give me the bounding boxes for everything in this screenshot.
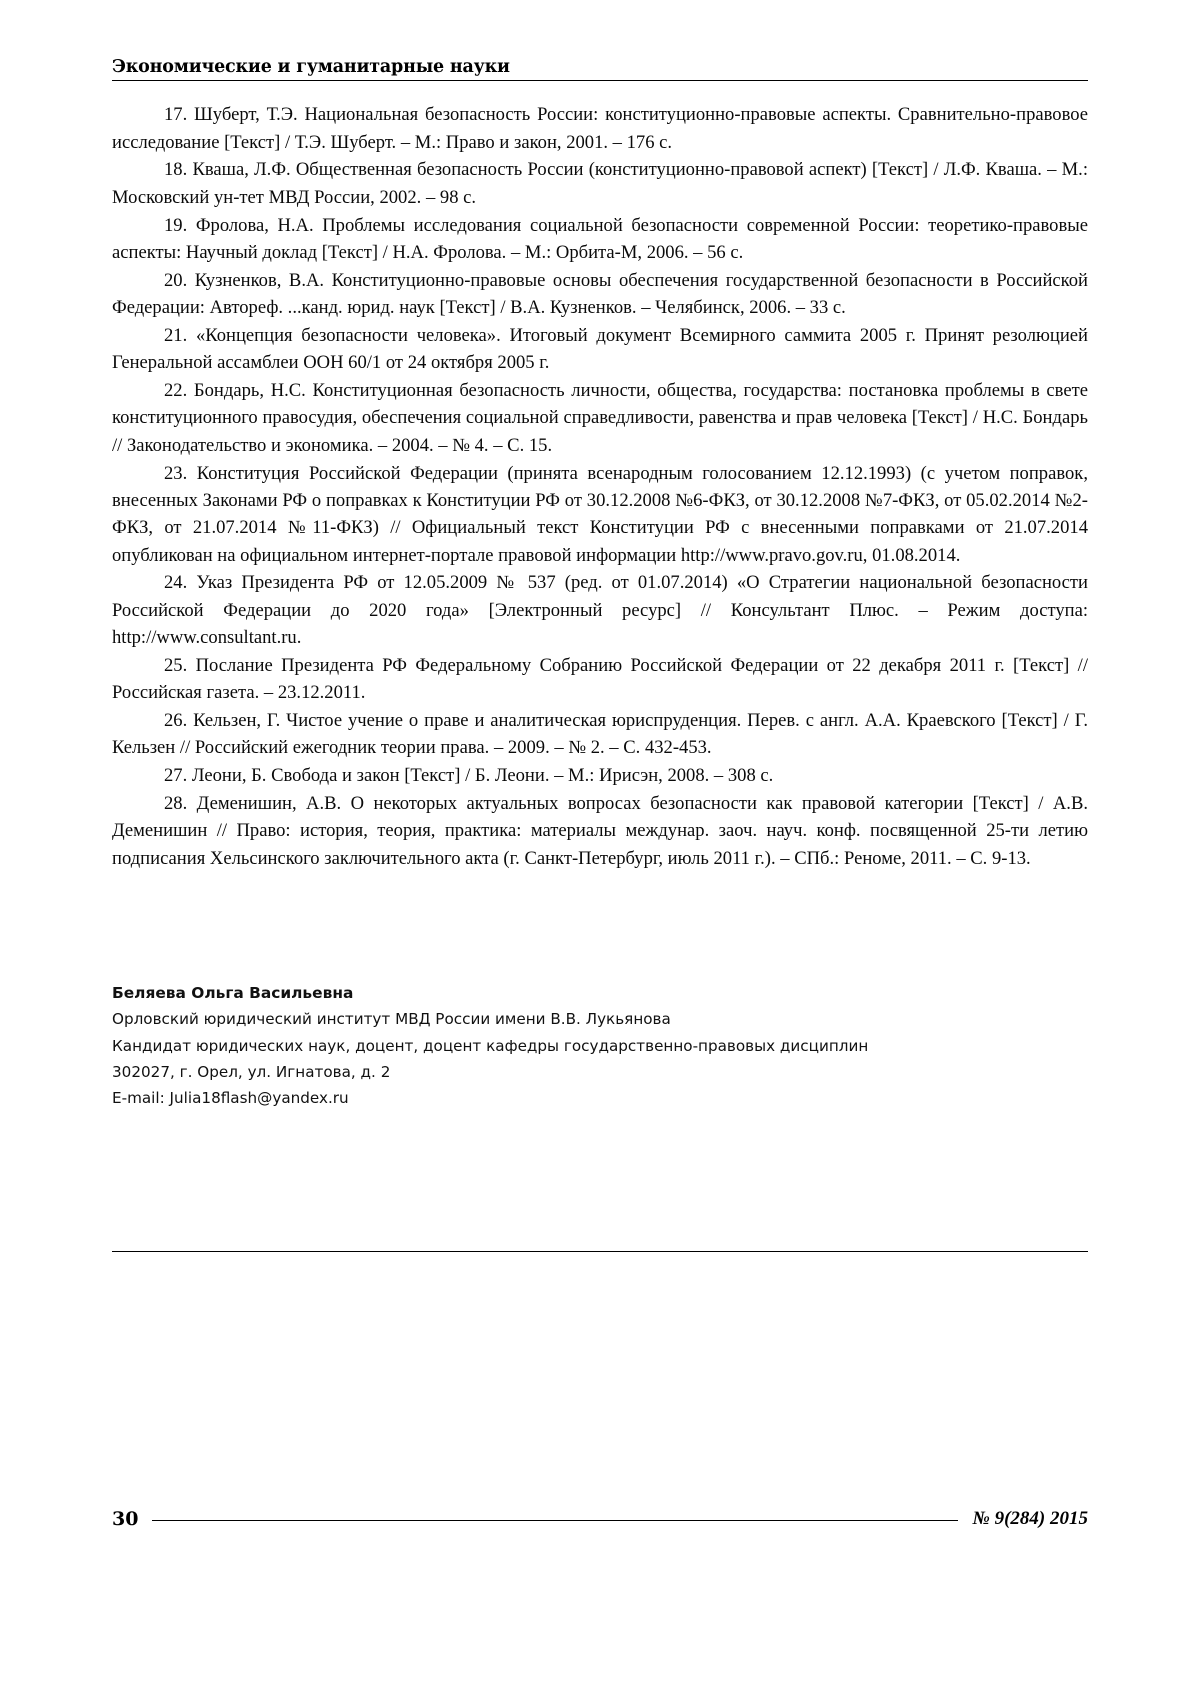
- reference-item: 25. Послание Президента РФ Федеральному Собранию Российской Федерации от 22 декабря 2011 г. [Текст] // Российская газета. – 23.12.2011.: [112, 654, 1088, 704]
- header-divider: [112, 80, 1088, 81]
- reference-item: 24. Указ Президента РФ от 12.05.2009 № 537 (ред. от 01.07.2014) «О Стратегии национальной безопасности Российской Федерации до 2020 года» [Электронный ресурс] // Консультант Плюс. – Режим доступа: http://www.consultant.ru.: [112, 572, 1088, 648]
- reference-item: 22. Бондарь, Н.С. Конституционная безопасность личности, общества, государства: постановка проблемы в свете конституционного правосудия, обеспечения социальной справедливости, равенства и прав человека [Текст] / Н.С. Бондарь // Законодательство и экономика. – 2004. – № 4. – С. 15.: [112, 380, 1088, 456]
- author-name: Беляева Ольга Васильевна: [112, 983, 354, 1002]
- reference-item: 28. Деменишин, А.В. О некоторых актуальных вопросах безопасности как правовой категории [Текст] / А.В. Деменишин // Право: история, теория, практика: материалы междунар. заоч. науч. конф. посвященной 25-ти летию подписания Хельсинского заключительного акта (г. Санкт-Петербург, июль 2011 г.). – СПб.: Реноме, 2011. – С. 9-13.: [112, 792, 1088, 869]
- author-info: [112, 980, 1088, 1111]
- page-header: [112, 58, 1088, 85]
- journal-title: Экономические и гуманитарные науки: [112, 57, 510, 77]
- reference-item: 23. Конституция Российской Федерации (принята всенародным голосованием 12.12.1993) (с учетом поправок, внесенных Законами РФ о поправках к Конституции РФ от 30.12.2008 №6-ФКЗ, от 30.12.2008 №7-ФКЗ, от 05.02.2014 №2-ФКЗ, от 21.07.2014 №11-ФКЗ) // Официальный текст Конституции РФ с внесенными поправками от 21.07.2014 опубликован на официальном интернет-портале правовой информации http://www.pravo.gov.ru, 01.08.2014.: [112, 462, 1088, 566]
- reference-item: 26. Кельзен, Г. Чистое учение о праве и аналитическая юриспруденция. Перев. с англ. А.А. Краевского [Текст] / Г. Кельзен // Российский ежегодник теории права. – 2009. – № 2. – С. 432-453.: [112, 709, 1088, 759]
- author-position: Кандидат юридических наук, доцент, доцент кафедры государственно-правовых дисциплин: [112, 1036, 869, 1055]
- reference-item: 17. Шуберт, Т.Э. Национальная безопасность России: конституционно-правовые аспекты. Сравнительно-правовое исследование [Текст] / Т.Э. Шуберт. – М.: Право и закон, 2001. – 176 с.: [112, 104, 1088, 153]
- reference-item: 19. Фролова, Н.А. Проблемы исследования социальной безопасности современной России: теоретико-правовые аспекты: Научный доклад [Текст] / Н.А. Фролова. – М.: Орбита-М, 2006. – 56 с.: [112, 214, 1088, 263]
- author-address: 302027, г. Орел, ул. Игнатова, д. 2: [112, 1062, 391, 1081]
- footer-divider: [152, 1520, 958, 1521]
- page-number: 30: [112, 1508, 139, 1530]
- reference-item: 21. «Концепция безопасности человека». Итоговый документ Всемирного саммита 2005 г. Принят резолюцией Генеральной ассамблеи ООН 60/1 от 24 октября 2005 г.: [112, 324, 1088, 374]
- reference-list: [112, 101, 1088, 872]
- author-affiliation: Орловский юридический институт МВД России имени В.В. Лукьянова: [112, 1010, 671, 1029]
- section-divider: [112, 1251, 1088, 1252]
- reference-item: 27. Леони, Б. Свобода и закон [Текст] / Б. Леони. – М.: Ирисэн, 2008. – 308 с.: [164, 765, 774, 787]
- page-footer: [112, 1508, 1088, 1530]
- issue-label: № 9(284) 2015: [972, 1508, 1088, 1529]
- page-content: [112, 58, 1088, 1111]
- reference-item: 18. Кваша, Л.Ф. Общественная безопасность России (конституционно-правовой аспект) [Текст] / Л.Ф. Кваша. – М.: Московский ун-тет МВД России, 2002. – 98 с.: [112, 159, 1088, 208]
- author-email: E-mail: Julia18flash@yandex.ru: [112, 1088, 349, 1107]
- reference-item: 20. Кузненков, В.А. Конституционно-правовые основы обеспечения государственной безопасности в Российской Федерации: Автореф. ...канд. юрид. наук [Текст] / В.А. Кузненков. – Челябинск, 2006. – 33 с.: [112, 269, 1088, 319]
